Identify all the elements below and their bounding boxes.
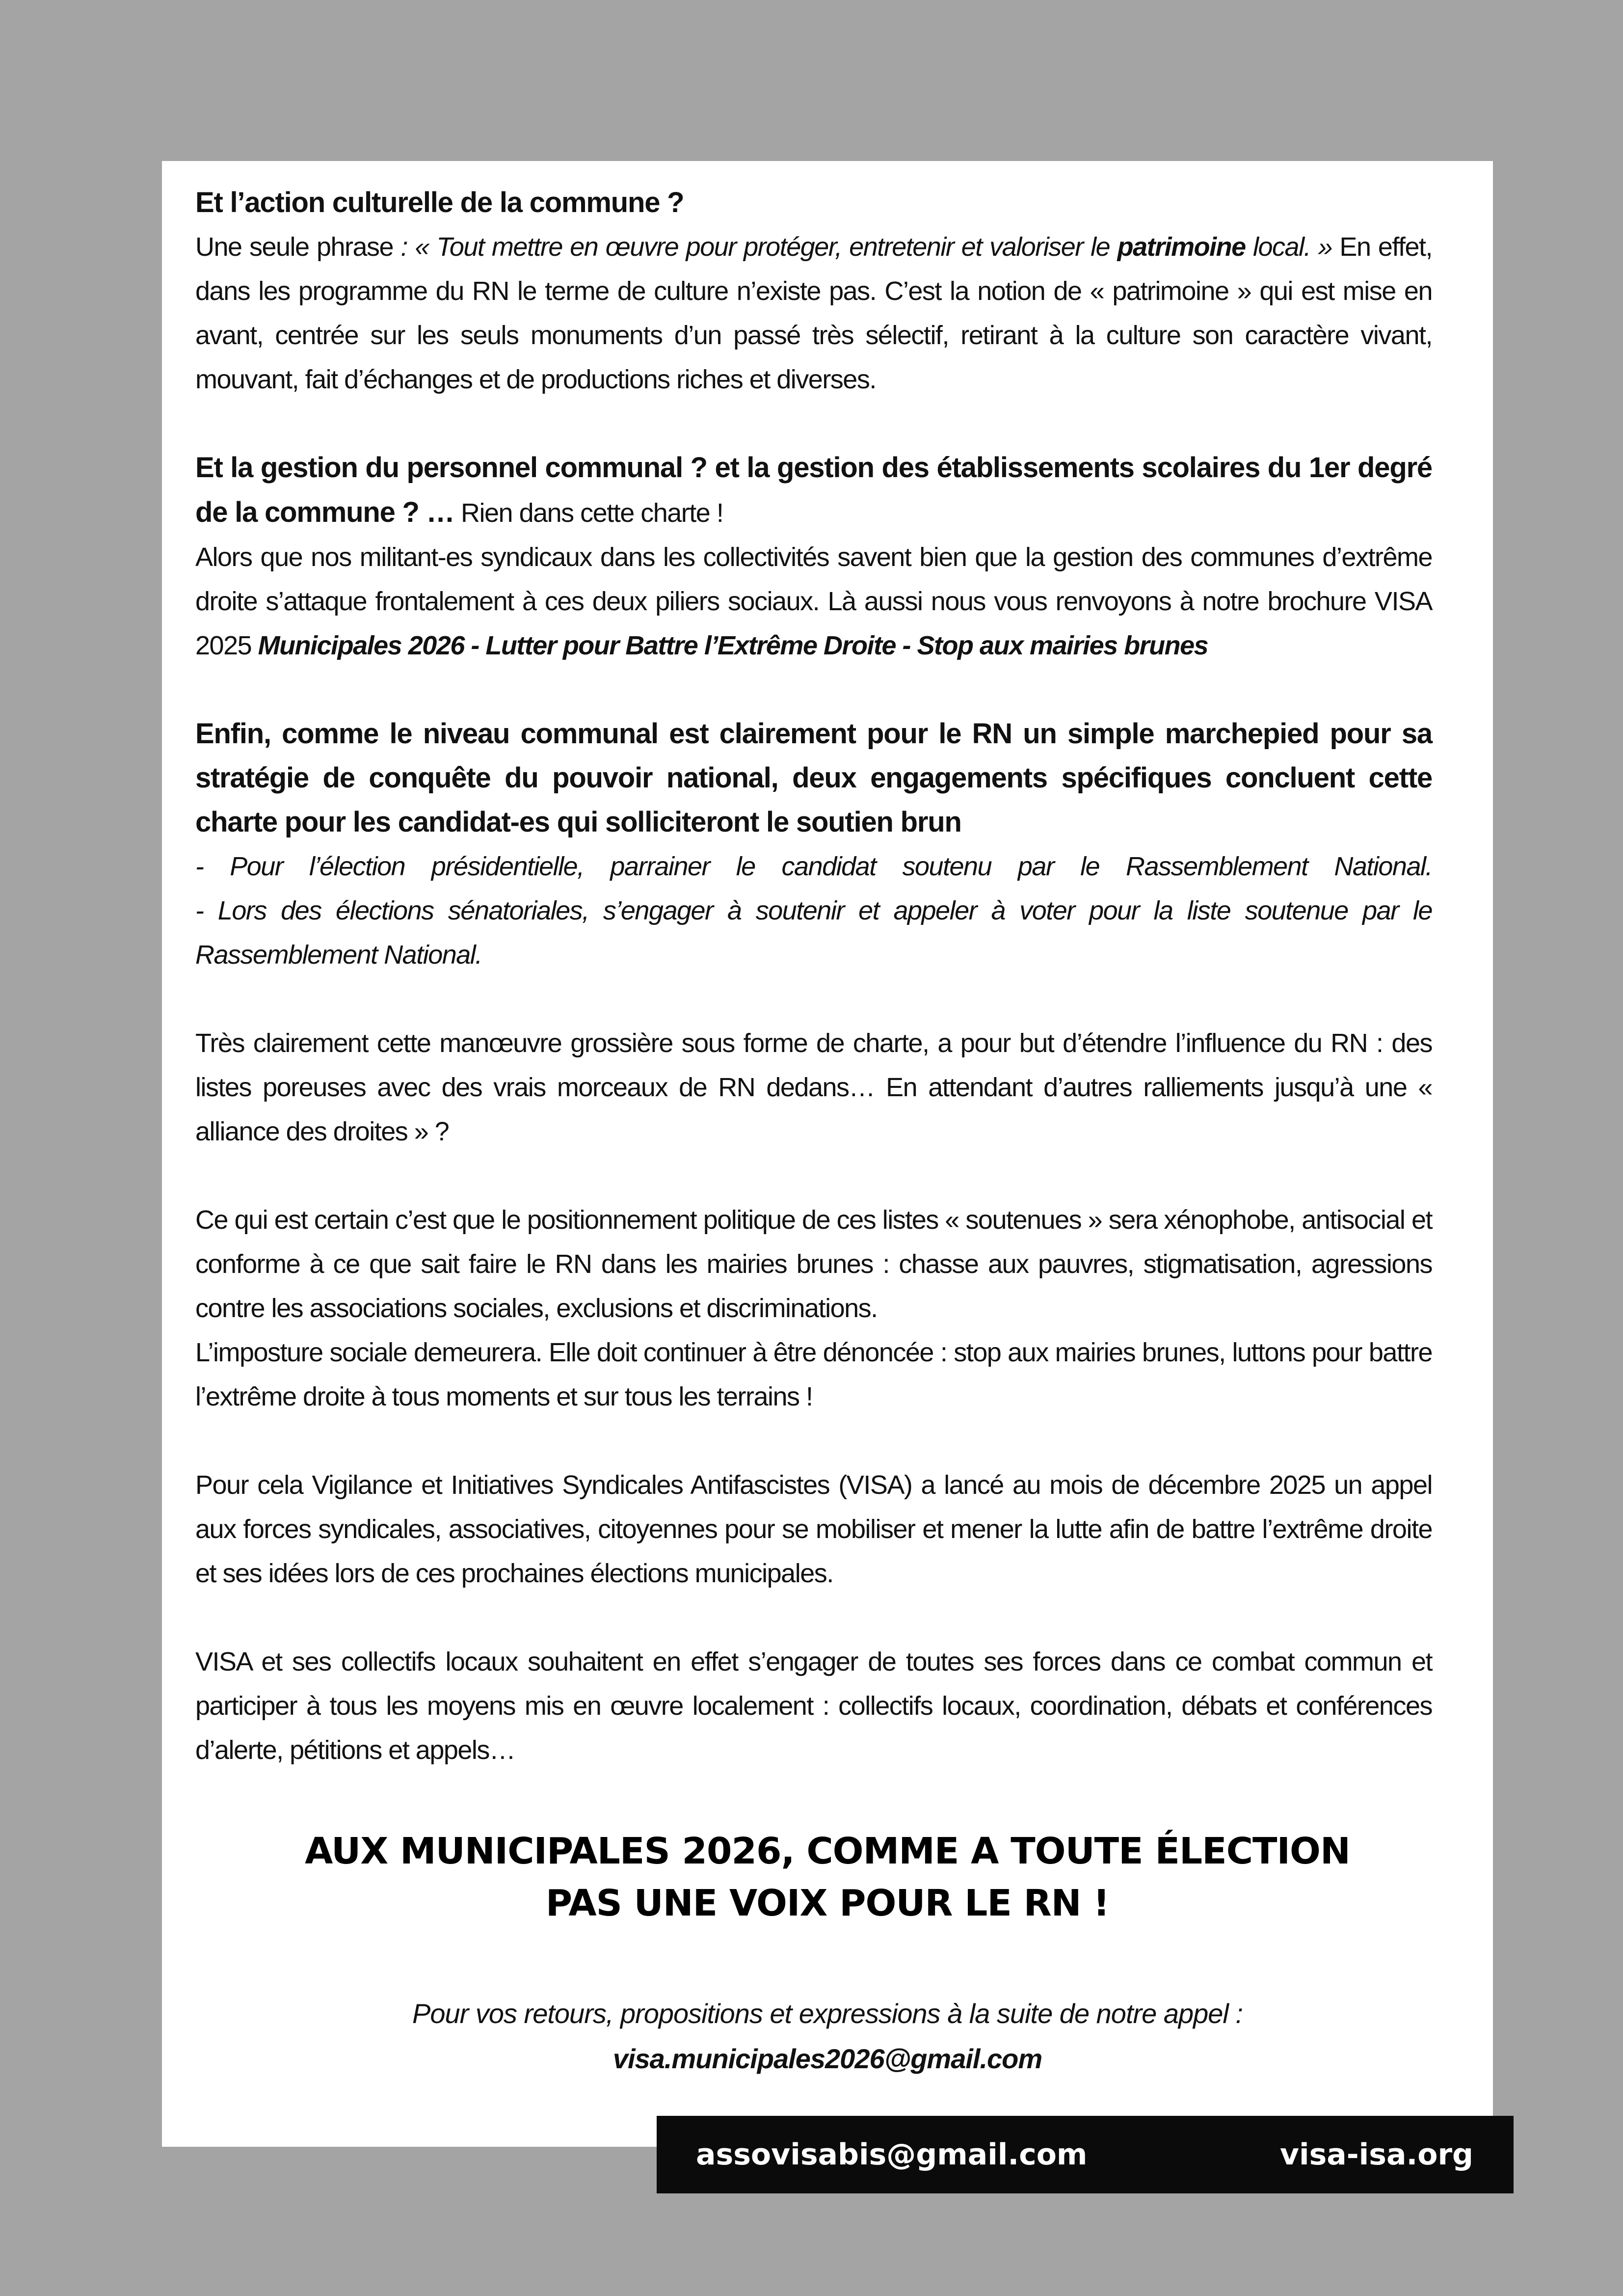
paragraph-text: Alors que nos militant-es syndicaux dans les collectivités savent bien que la gestion des communes d’extrême droite s’attaque frontalement à ces deux piliers sociaux. Là aussi nous vous renvoyons à notre brochure VISA 2025 [195, 542, 1432, 660]
quote-text: : « Tout mettre en œuvre pour protéger, entretenir et valoriser le [400, 232, 1117, 262]
slogan-line: AUX MUNICIPALES 2026, COMME A TOUTE ÉLECTION [305, 1830, 1350, 1872]
section-culture [195, 181, 1432, 402]
section-heading: Et la gestion du personnel communal ? et la gestion des établissements scolaires du 1er degré de la commune ? … [195, 452, 1432, 528]
section-certain [195, 1198, 1432, 1419]
engagement-item: - Pour l’élection présidentielle, parrainer le candidat soutenu par le Rassemblement National. [195, 852, 1432, 881]
paragraph-manoeuvre: Très clairement cette manœuvre grossière sous forme de charte, a pour but d’étendre l’influence du RN : des listes poreuses avec des vrais morceaux de RN dedans… En attendant d’autres ralliements jusqu’à une « alliance des droites » ? [195, 1028, 1432, 1146]
paragraph-collectifs: VISA et ses collectifs locaux souhaitent en effet s’engager de toutes ses forces dans ce combat commun et participer à tous les moyens mis en œuvre localement : collectifs locaux, coordination, débats et conférences d’alerte, pétitions et appels… [195, 1647, 1432, 1765]
section-heading: Et l’action culturelle de la commune ? [195, 187, 684, 218]
quote-emphasis: patrimoine [1117, 232, 1246, 262]
paragraph-text: En effet, dans les programme du RN le terme de culture n’existe pas. C’est la notion de « patrimoine » qui est mise en avant, centrée sur les seuls monuments d’un passé très sélectif, retirant à la culture son caractère vivant, mouvant, fait d’échanges et de productions riches et diverses. [195, 232, 1432, 394]
paragraph-text: Une seule phrase [195, 232, 401, 262]
section-personnel [195, 446, 1432, 668]
paragraph-text: Ce qui est certain c’est que le positionnement politique de ces listes « soutenues » sera xénophobe, antisocial et conforme à ce que sait faire le RN dans les mairies brunes : chasse aux pauvres, stigmatisation, agressions contre les associations sociales, exclusions et discriminations. [195, 1205, 1432, 1323]
slogan-line: PAS UNE VOIX POUR LE RN ! [545, 1882, 1110, 1924]
quote-text: local. » [1245, 232, 1332, 262]
engagement-item: - Lors des élections sénatoriales, s’engager à soutenir et appeler à voter pour la liste soutenue par le Rassemblement National. [195, 896, 1432, 970]
contact-email-link[interactable]: visa.municipales2026@gmail.com [612, 2043, 1042, 2074]
footer-website-link[interactable]: visa-isa.org [1279, 2137, 1473, 2172]
paragraph-text: L’imposture sociale demeurera. Elle doit continuer à être dénoncée : stop aux mairies brunes, luttons pour battre l’extrême droite à tous moments et sur tous les terrains ! [195, 1338, 1432, 1411]
brochure-title: Municipales 2026 - Lutter pour Battre l’Extrême Droite - Stop aux mairies brunes [258, 631, 1208, 660]
document-page [162, 161, 1493, 2147]
heading-tail: Rien dans cette charte ! [454, 498, 723, 528]
section-engagements [195, 712, 1432, 977]
footer-email-link[interactable]: assovisabis@gmail.com [696, 2137, 1088, 2172]
contact-block [162, 1991, 1493, 2081]
slogan-banner [162, 1825, 1493, 1929]
article-body [195, 181, 1432, 1772]
paragraph-appel: Pour cela Vigilance et Initiatives Syndicales Antifascistes (VISA) a lancé au mois de décembre 2025 un appel aux forces syndicales, associatives, citoyennes pour se mobiliser et mener la lutte afin de battre l’extrême droite et ses idées lors de ces prochaines élections municipales. [195, 1470, 1432, 1588]
footer-bar [657, 2116, 1514, 2193]
section-heading: Enfin, comme le niveau communal est clairement pour le RN un simple marchepied pour sa stratégie de conquête du pouvoir national, deux engagements spécifiques concluent cette charte pour les candidat-es qui solliciteront le soutien brun [195, 718, 1432, 838]
contact-intro: Pour vos retours, propositions et expressions à la suite de notre appel : [412, 1998, 1243, 2029]
